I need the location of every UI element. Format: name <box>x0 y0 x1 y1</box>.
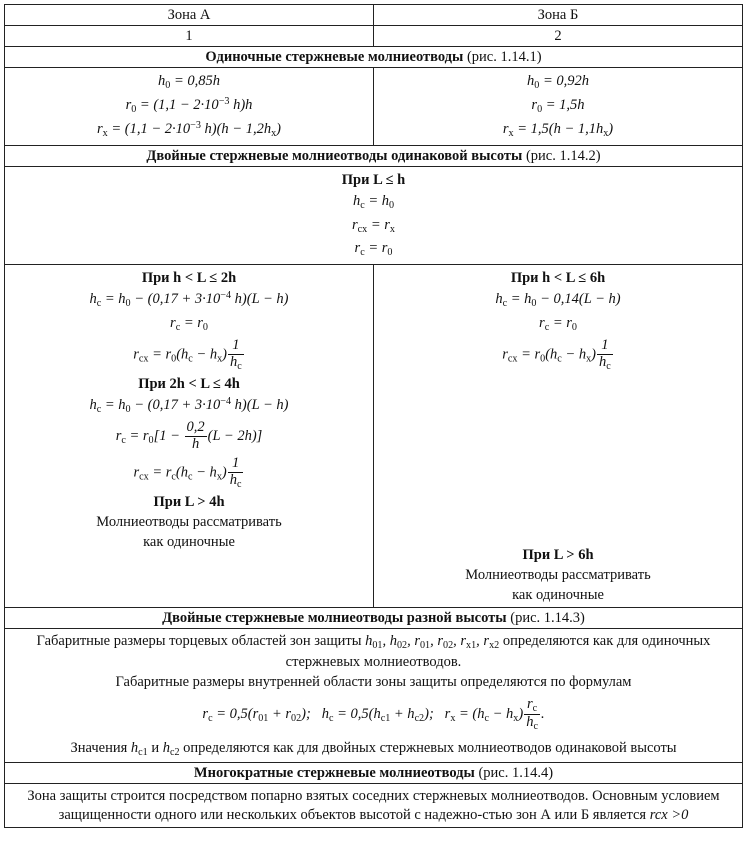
formula-line: $r_c = r_0$ <box>354 240 393 259</box>
spacer <box>380 375 736 543</box>
header-num-b: 2 <box>374 26 743 47</box>
paragraph-text: Габаритные размеры торцевых областей зон защиты <box>36 633 362 650</box>
protection-zone-table <box>4 4 743 828</box>
formula-line: $r_{cx} = r_x$ <box>352 216 395 235</box>
condition-label: При h < L ≤ 6h <box>510 270 606 287</box>
header-num-a: 1 <box>5 26 374 47</box>
paragraph-text: и <box>151 739 160 756</box>
section-single-header <box>5 47 743 68</box>
single-zone-a <box>5 68 374 145</box>
paragraph-text: определяются как для одиночных стержневых молниеотводов. <box>285 633 711 670</box>
consider-text: как одиночные <box>143 534 235 550</box>
condition-label: При L ≤ h <box>341 171 406 188</box>
section-multi-header <box>5 763 743 784</box>
double-equal-zone-a <box>5 265 374 608</box>
paragraph: Значения $h_{c1}$ и $h_{c2}$ определяются как для двойных стержневых молниеотводов одинаковой высоты <box>70 739 677 758</box>
section-ref: (рис. 1.14.4) <box>478 765 554 782</box>
formula-line: $h_c = h_0$ <box>352 192 395 211</box>
section-ref: (рис. 1.14.2) <box>525 147 601 164</box>
formula-line: $h_0 = 0,85h$ <box>158 73 220 92</box>
paragraph-text: Значения <box>70 739 128 756</box>
section-double-diff-header <box>5 608 743 629</box>
table-number-row <box>5 26 743 47</box>
table-header-row <box>5 5 743 26</box>
double-diff-row <box>5 629 743 763</box>
paragraph-text: Зона защиты строится посредством попарно взятых соседних стержневых молниеотводов. Основным условием защищенности одного или нескольких объектов высотой с надежно-стью зон А или Б является <box>27 788 720 823</box>
paragraph <box>11 787 736 823</box>
formula-line: $h_0 = 0,92h$ <box>527 73 589 92</box>
formula-line: $h_c = h_0 - (0,17 + 3\cdot 10^{-4}$ h)(L − h) <box>89 395 289 416</box>
formula-line: $r_c = 0,5(r_{01} + r_{02})$; $h_c = 0,5(h_{c1} + h_{c2})$; $r_x = (h_c - h_x)$ $\frac{r_c}{h_c}$ . <box>202 696 545 733</box>
formula-line: $r_c = r_0$ <box>170 314 208 333</box>
section-title: Двойные стержневые молниеотводы разной высоты <box>162 610 507 627</box>
section-ref: (рис. 1.14.3) <box>510 610 585 627</box>
paragraph: Габаритные размеры торцевых областей зон защиты $h_{01}$, $h_{02}$, $r_{01}$, $r_{02}$, $r_{x1}$, $r_{x2}$ определяются как для одиночных стержневых молниеотводов. <box>36 633 711 670</box>
formula-line: $r_{cx} = r_0(h_c - h_x)$ $\frac{1}{h_c}$ <box>502 336 611 372</box>
single-zone-b <box>374 68 743 145</box>
formula-line: $r_x = (1,1 - 2\cdot 10^{-3}$ $h)(h - 1,2h_x)$ <box>96 119 281 139</box>
formula-line: $r_{cx} = r_c(h_c - h_x)$ $\frac{1}{h_c}$ <box>133 454 242 490</box>
consider-text: как одиночные <box>512 587 604 604</box>
condition-label: При h < L ≤ 2h <box>141 270 237 287</box>
double-equal-common-row <box>5 166 743 264</box>
formula-line: $h_c = h_0 - (0,17 + 3\cdot 10^{-4}$ h)(L − h) <box>89 290 289 310</box>
section-title: Одиночные стержневые молниеотводы <box>205 49 464 66</box>
double-equal-zone-b <box>374 265 743 608</box>
formula-line: $r_0 = 1,5h$ <box>531 97 585 116</box>
formula-line: $r_0 = (1,1 - 2\cdot 10^{-3}$ h)h <box>125 96 253 116</box>
section-ref: (рис. 1.14.1) <box>466 49 542 66</box>
formula-line: $r_c = r_0[1$ − $\frac{0,2}{h}$ (L − 2h)] <box>115 418 263 452</box>
condition-label: При 2h < L ≤ 4h <box>138 375 240 392</box>
paragraph-text: определяются как для двойных стержневых молниеотводов одинаковой высоты <box>183 739 677 756</box>
section-title: Многократные стержневые молниеотводы <box>193 765 475 782</box>
formula-line: $h_c = h_0 - 0,14(L - h)$ <box>495 291 621 310</box>
double-equal-zones-row <box>5 265 743 608</box>
formula-line: $r_c = r_0$ <box>539 314 577 333</box>
header-zone-b: Зона Б <box>374 5 743 26</box>
formula-line: $r_x = 1,5(h - 1,1h_x)$ <box>502 120 614 139</box>
single-formulas-row <box>5 68 743 145</box>
consider-text: Молниеотводы рассматривать <box>465 566 651 583</box>
condition-label: При L > 4h <box>153 493 225 510</box>
section-double-equal-header <box>5 145 743 166</box>
formula-line: $r_{cx} = r_0(h_c - h_x)$ $\frac{1}{h_c}$ <box>133 336 242 372</box>
paragraph: Габаритные размеры внутренней области зоны защиты определяются по формулам <box>115 674 632 691</box>
consider-text: Молниеотводы рассматривать <box>96 513 282 530</box>
condition-tail: rcx >0 <box>649 806 689 823</box>
section-title: Двойные стержневые молниеотводы одинаковой высоты <box>146 147 523 164</box>
multi-row <box>5 784 743 827</box>
header-zone-a: Зона А <box>5 5 374 26</box>
condition-label: При L > 6h <box>522 546 594 563</box>
